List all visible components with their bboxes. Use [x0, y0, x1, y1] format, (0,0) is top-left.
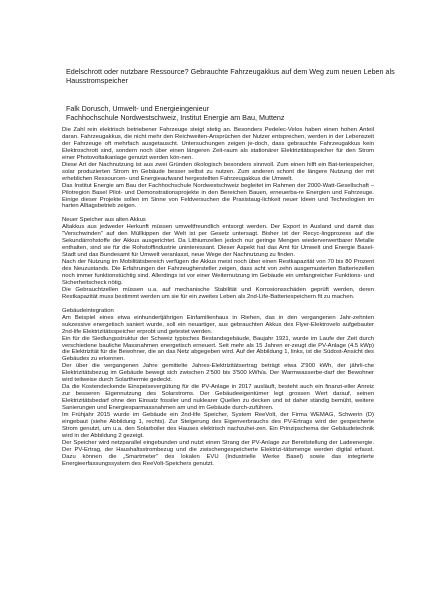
section-paragraph: Da die Kostendeckende Einspeisevergütung für die PV-Anlage in 2017 ausläuft, besteht auch ein finanzi-eller Anreiz zur besseren Eigennutzung des Solarstroms. Der Gebäudeeigentümer legt grossen Wert darauf, seinen Elektrizitätsbedarf ohne den Einsatz fossiler und nuklearer Quellen zu decken und ist daher ständig bemüht, weitere Sanierungen und Energiesparmassnahmen am und im Gebäude durch-zuführen.: [62, 384, 374, 412]
article-body: [62, 127, 374, 468]
section-heading: Gebäudeintegration: [62, 307, 114, 314]
author-block: [66, 104, 396, 122]
affiliation-line: Fachhochschule Nordwestschweiz, Institut Energie am Bau, Muttenz: [66, 113, 285, 123]
section-paragraph: Die Gebrauchtzellen müssen u.a. auf mechanische Stabilität und Korrosionsschäden geprüft werden, deren Restkapazität muss bestimmt werden um sie für ein zweites Leben als 2nd-Life-Batteriespeichern fit zu machen.: [62, 286, 374, 300]
paragraph-spacer: [62, 210, 374, 217]
author-line: Falk Dorusch, Umwelt- und Energieingenieur: [66, 104, 210, 113]
section-paragraph: Der Speicher wird netzparallel eingebunden und nutzt einen Strang der PV-Anlage zur Bereitstellung der Ladeenergie. Der PV-Ertrag, der Haushaltsstrombezug und die zwischengespeicherte Elektrizi-tätsmenge werden digital erfasst. Dazu können die „Smartmeter" des lokalen EVU (Industrielle Werke Basel) sowie das integrierte Energieerfassungssystem des ReeVolt-Speichers genutzt.: [62, 439, 374, 467]
section-paragraph: Ein für die Siedlungsstruktur der Schweiz typisches Bestandsgebäude, Baujahr 1921, wurde im Laufe der Zeit durch verschiedene bauliche Massnahmen energetisch erneuert. Seit mehr als 15 Jahren er-zeugt die PV-Anlage (4.5 kWp) die Elektrizität für die Bewohner, die an das Netz abgegeben wird. Auf der Abbildung 1, links, ist die Südost-Ansicht des Gebäudes zu erkennen.: [62, 335, 374, 363]
paragraph-spacer: [62, 301, 374, 308]
intro-paragraph: Die Zahl rein elektrisch betriebener Fahrzeuge steigt stetig an. Besonders Pedelec-Velos haben einen hohen Anteil daran. Fahrzeugakkus, die nicht mehr den Reichweiten-Ansprüchen der Nutzer entsprechen, werden in der Lebenszeit der Fahrzeuge oft mehrfach ausgetauscht. Untersuchungen zeigen je-doch, dass gebrauchte Fahrzeugakkus kein Elektroschrott sind, sondern noch über einen längeren Zeit-raum als stationärer Elektrizitätsspeicher für den Strom einer Photovoltaikanlage genutzt werden kön-nen.: [62, 127, 374, 161]
intro-paragraph: Diese Art der Nachnutzung ist aus zwei Gründen ökologisch besonders sinnvoll. Zum einen hilft ein Bat-teriespeicher, solar produzierten Strom im Gebäude besser selbst zu nutzen. Zum anderen schont die längere Nutzung der mit erheblichen Ressourcen- und Energieaufwand hergestellten Fahrzeugakkus die Umwelt.: [62, 161, 374, 182]
section-paragraph: Im Frühjahr 2015 wurde im Gebäude ein 2nd-life Speicher, System ReeVolt, der Firma WEMAG, Schwerin (D) eingebaut (siehe Abbildung 1, rechts). Zur Steigerung des Eigenverbrauchs des PV-Ertrags wird der gespeicherte Strom genutzt, um u.a. den Solarboiler des Hauses elektrisch nachzuhei-zen. Ein Prinzipschema der Gebäudetechnik wird in der Abbildung 2 gezeigt.: [62, 412, 374, 439]
document-title: Edelschrott oder nutzbare Ressource? Gebrauchte Fahrzeugakkus auf dem Weg zum neuen Leben als Hausstromspeicher: [66, 67, 395, 86]
section-heading: Neuer Speicher aus alten Akkus: [62, 217, 146, 224]
intro-paragraph: Das Institut Energie am Bau der Fachhochschule Nordwestschweiz begleitet im Rahmen der 2000-Watt-Gesellschaft – Pilotregion Basel Pilot- und Demonstrationsprojekte in den Bereichen Bauen, erneuerba-re Energien und Fahrzeuge. Einige dieser Projekte sollen im Sinne von Feldversuchen die Praxistaug-lichkeit neuer Ideen und Technologien im harten Alltagsbetrieb zeigen.: [62, 182, 374, 210]
section-paragraph: Nach der Nutzung im Mobilitätsbereich verfügen die Akkus meist noch über einen Restkapazität von 70 bis 80 Prozent des Neuzustands. Die Erfahrungen der Fahrzeughersteller zeigen, dass acht von zehn ausgemusterten Batteriezellen noch immer funktionstüchtig sind. Allerdings ist vor einer Weiternutzung im Gebäude ein umfangreicher Funktions- und Sicherheitscheck nötig.: [62, 259, 374, 286]
section-paragraph: Der über die vergangenen Jahre gemittelte Jahres-Elektrizitätsertrag beträgt etwa 2'900 kWh, der jährli-che Elektrizitätsbezug im Gebäude bewegt sich zwischen 2'500 bis 3'500 kWh/a. Der Warmwasserbe-darf der Bewohner wird teilweise durch Solarthermie gedeckt.: [62, 363, 374, 384]
section-paragraph: Am Beispiel eines etwa einhundertjährigen Einfamilienhaus in Riehen, das in den vergangenen Jahr-zehnten sukzessive energetisch saniert wurde, soll ein neuartiger, aus gebrauchten Akkus des Flyer-Elektrovelo aufgebauter 2nd-life Elektrizitätsspeicher erprobt und getestet werden.: [62, 314, 374, 335]
section-paragraph: Altakkus aus jedweder Herkunft müssen umweltfreundlich entsorgt werden. Der Export in Ausland und damit das "Verschwinden" auf den Müllkippen der Welt ist per Gesetz untersagt. Bisher ist der Recyc-lingprozess auf die Sekundärrohstoffe der Akkus ausgerichtet. Da Lithiumzellen jedoch nur geringe Mengen wiederverwertbarer Metalle enthalten, sind sie für die Rohstoffindustrie uninteressant. Dieser Aspekt hat das Amt für Umwelt und Energie Basel-Stadt und das Bundesamt für Umwelt veranlasst, neue Wege der Nachnutzung zu finden.: [62, 224, 374, 259]
